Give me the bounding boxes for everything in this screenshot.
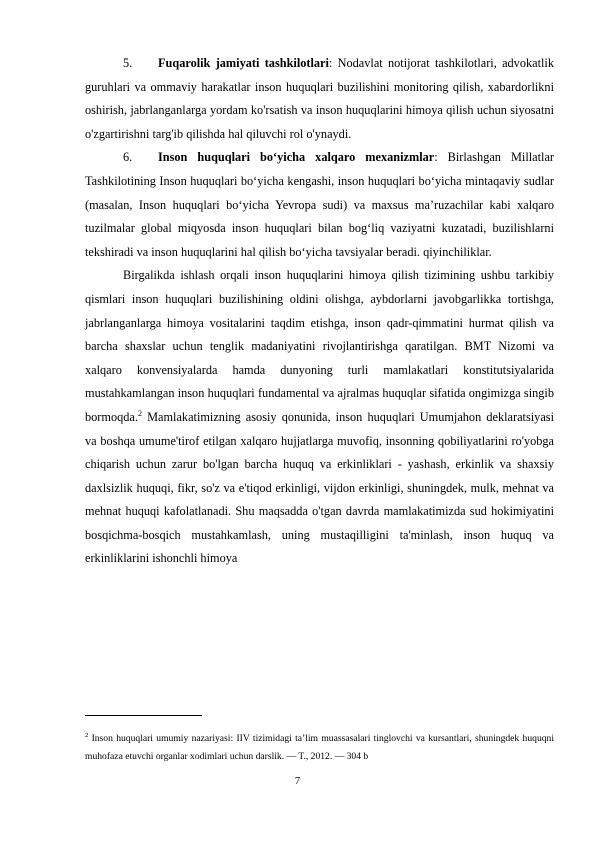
- paragraph-text-continued: Mamlakatimizning asosiy qonunida, inson huquqlari Umumjahon deklaratsiyasi va boshqa umume'tirof etilgan xalqaro hujjatlarga muvofiq, insonning qobiliyatlarini ro'yobga chiqarish uchun zarur bo'lgan barcha huquq va erkinliklari - yashash, erkinlik va shaxsiy daxlsizlik huquqi, fikr, so'z va e'tiqod erkinligi, vijdon erkinligi, shuningdek, mulk, mehnat va mehnat huquqi kafolatlanadi. Shu maqsadda o'tgan davrda mamlakatimizda sud hokimiyatini bosqichma-bosqich mustahkamlash, uning mustaqilligini ta'minlash, inson huquq va erkinliklarini ishonchli himoya: [85, 409, 554, 566]
- item-number: 6.: [123, 150, 133, 165]
- page-number: 7: [294, 775, 301, 787]
- footnote-reference: 2: [137, 408, 142, 418]
- item-text: : Birlashgan Millatlar Tashkilotining Inson huquqlari bo‘yicha kengashi, inson huquqlari bo‘yicha mintaqaviy sudlar (masalan, Inson huquqlari bo‘yicha Yevropa sudi) va maxsus ma’ruzachilar kabi xalqaro tuzilmalar global miqyosda inson huquqlari bilan bog‘liq vaziyatni kuzatadi, buzilishlarni tekshiradi va inson huquqlarini hal qilish bo‘yicha tavsiyalar beradi. qiyinchiliklar.: [85, 150, 554, 259]
- body-paragraph: [85, 264, 554, 571]
- list-item: [85, 146, 554, 264]
- list-item: [85, 52, 554, 146]
- item-text: : Nodavlat notijorat tashkilotlari, advokatlik guruhlari va ommaviy harakatlar inson huquqlari buzilishini monitoring qilish, xabardorlikni oshirish, jabrlanganlarga yordam ko'rsatish va inson huquqlarini himoya qilish uchun siyosatni o'zgartirishni targ'ib qilishda hal qiluvchi rol o'ynaydi.: [85, 56, 554, 141]
- footnote-text: Inson huquqlari umumiy nazariyasi: IIV tizimidagi ta’lim muassasalari tinglovchi va kursantlari, shuningdek huquqni muhofaza etuvchi organlar xodimlari uchun darslik. — T., 2012. — 304 b: [85, 733, 554, 762]
- item-number: 5.: [123, 56, 133, 70]
- footnote-marker: 2: [85, 731, 89, 739]
- footnote: [85, 730, 554, 766]
- footnote-divider: [85, 715, 202, 716]
- item-title: Fuqarolik jamiyati tashkilotlari: [158, 56, 329, 70]
- body-text: [85, 52, 554, 571]
- item-title: Inson huquqlari bo‘yicha xalqaro mexanizmlar: [158, 150, 435, 165]
- paragraph-text: Birgalikda ishlash orqali inson huquqlarini himoya qilish tizimining ushbu tarkibiy qismlari inson huquqlari buzilishining oldini olishga, aybdorlarni javobgarlikka tortishga, jabrlanganlarga himoya vositalarini taqdim etishga, inson qadr-qimmatini hurmat qilish va barcha shaxslar uchun tenglik madaniyatini rivojlantirishga qaratilgan. BMT Nizomi va xalqaro konvensiyalarda hamda dunyoning turli mamlakatlari konstitutsiyalarida mustahkamlangan inson huquqlari fundamental va ajralmas huquqlar sifatida ongimizga singib bormoqda.: [85, 268, 554, 424]
